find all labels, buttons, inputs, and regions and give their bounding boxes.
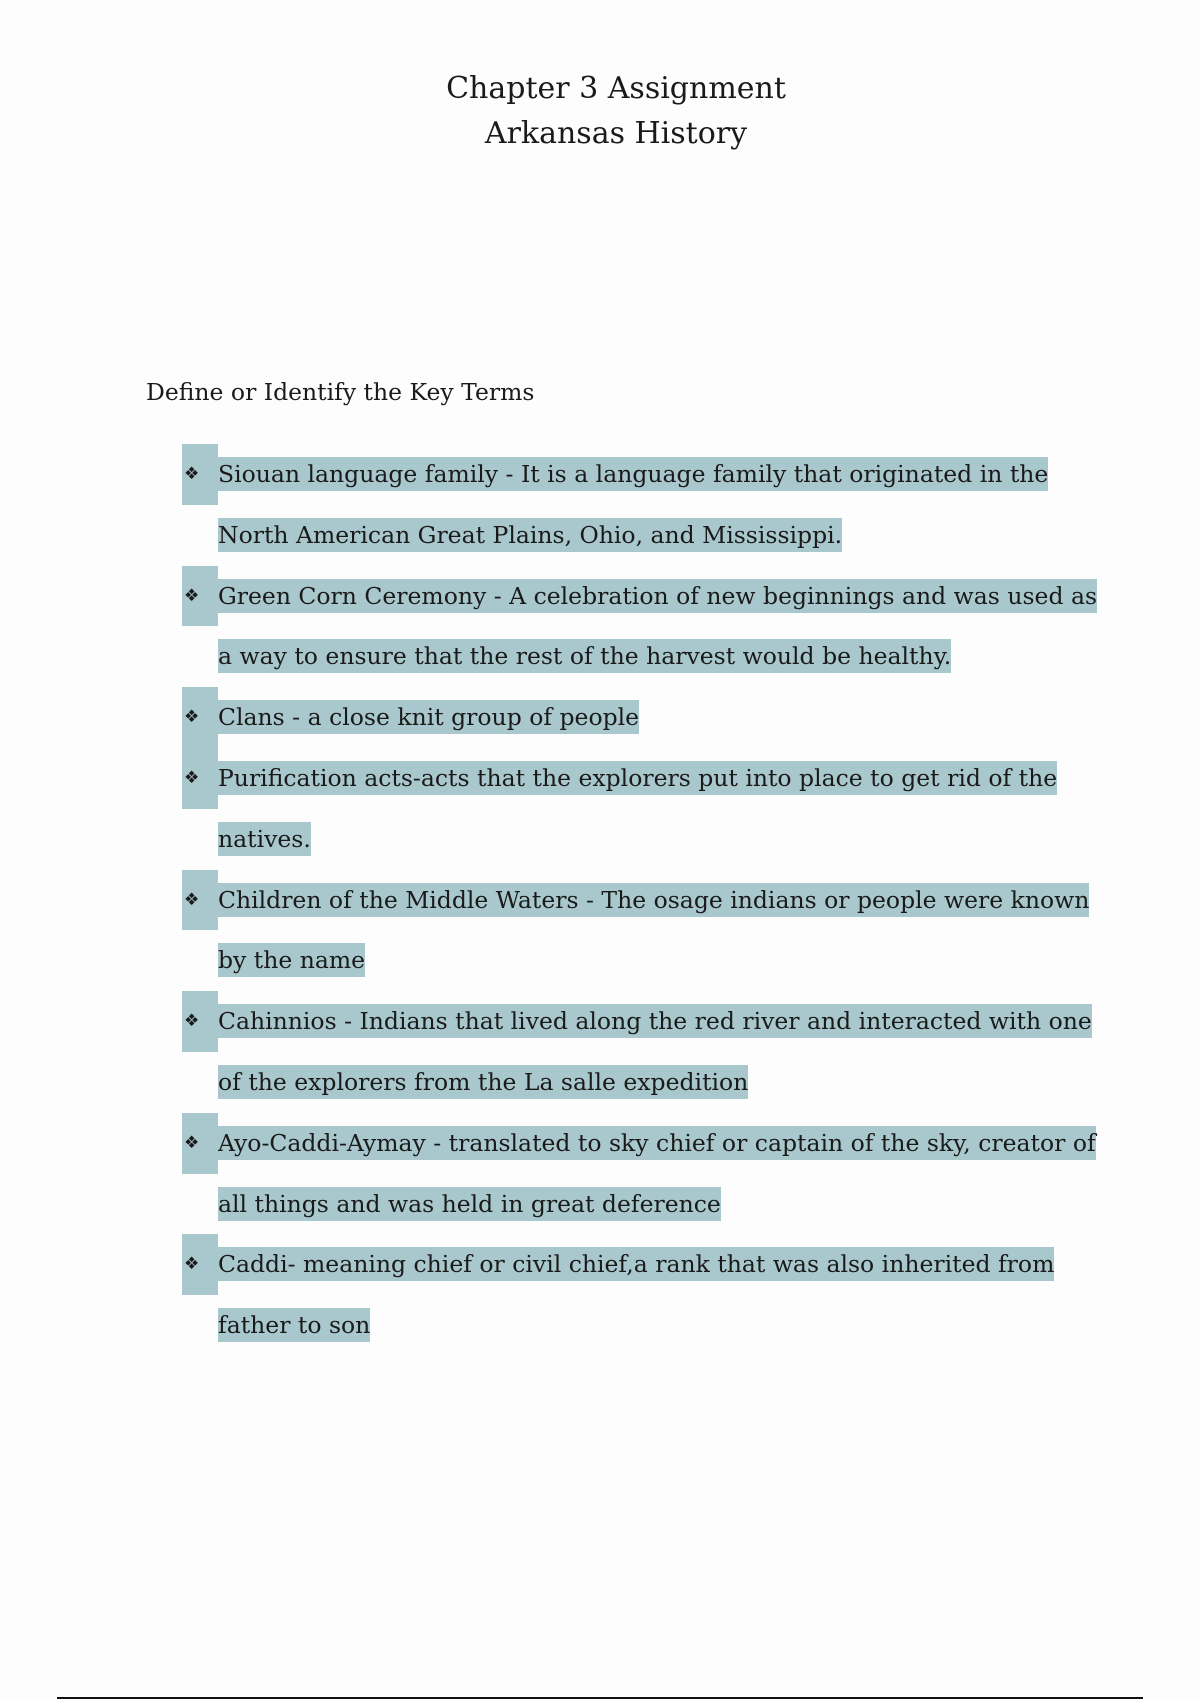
term-definition: Green Corn Ceremony - A celebration of new beginnings and was used as a way to ensure that the rest of the harvest would be healthy. [218,579,1097,674]
list-item [182,1113,1102,1235]
term-definition: Cahinnios - Indians that lived along the red river and interacted with one of the explorers from the La salle expedition [218,1004,1092,1099]
diamond-bullet-icon: ❖ [182,991,218,1052]
term-definition: Clans - a close knit group of people [218,700,639,734]
diamond-bullet-icon: ❖ [182,687,218,748]
diamond-bullet-icon: ❖ [182,1234,218,1295]
diamond-bullet-icon: ❖ [182,870,218,931]
term-definition: Ayo-Caddi-Aymay - translated to sky chief or captain of the sky, creator of all things and was held in great deference [218,1126,1096,1221]
list-item [182,991,1102,1113]
page-bottom-rule [57,1697,1143,1699]
list-item [182,748,1102,870]
section-heading: Define or Identify the Key Terms [146,378,535,406]
diamond-bullet-icon: ❖ [182,1113,218,1174]
term-definition: Children of the Middle Waters - The osage indians or people were known by the name [218,883,1089,978]
list-item [182,870,1102,992]
diamond-bullet-icon: ❖ [182,566,218,627]
document-title: Chapter 3 Assignment [446,71,786,106]
term-definition: Caddi- meaning chief or civil chief,a rank that was also inherited from father to son [218,1247,1054,1342]
key-terms-list [182,444,1102,1356]
list-item [182,687,1102,748]
list-item [182,566,1102,688]
document-header [0,66,1200,156]
diamond-bullet-icon: ❖ [182,444,218,505]
term-definition: Purification acts-acts that the explorers put into place to get rid of the natives. [218,761,1057,856]
list-item [182,444,1102,566]
document-subtitle: Arkansas History [484,116,748,151]
diamond-bullet-icon: ❖ [182,748,218,809]
list-item [182,1234,1102,1356]
term-definition: Siouan language family - It is a language family that originated in the North American Great Plains, Ohio, and Mississippi. [218,457,1048,552]
